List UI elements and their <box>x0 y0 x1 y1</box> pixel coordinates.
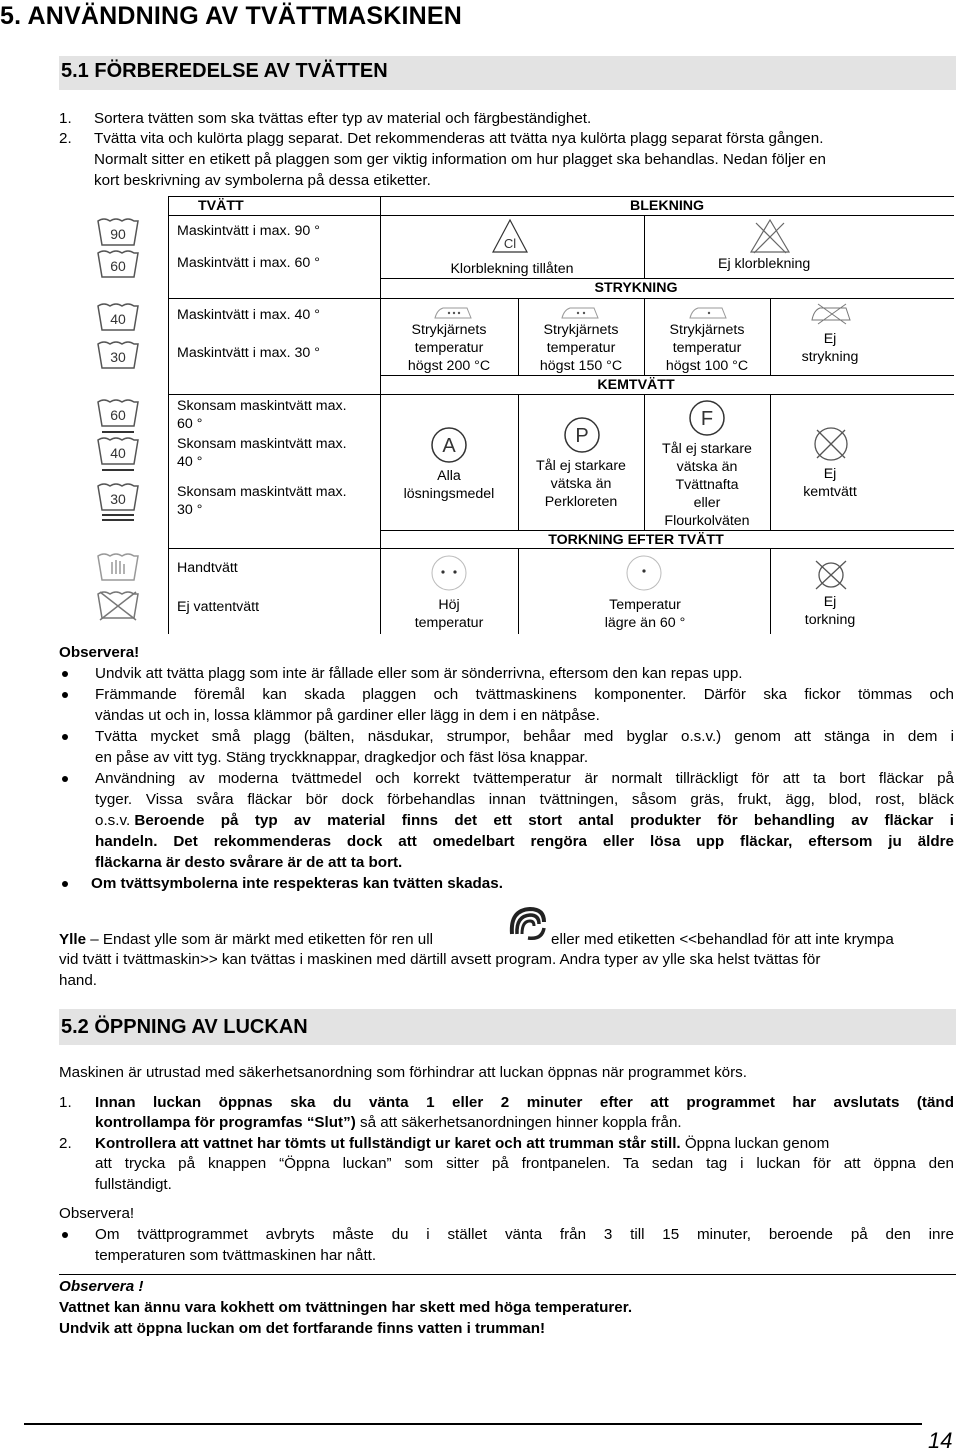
svg-text:F: F <box>700 408 714 430</box>
section-2-intro: Maskinen är utrustad med säkerhetsanordning som förhindrar att luckan öppnas när programmet körs. <box>59 1064 747 1081</box>
iron-header: STRYKNING <box>594 280 678 296</box>
dry-label <box>580 596 710 632</box>
dry-clean-text: Tål ej starkare <box>662 441 752 457</box>
no-tumble-dry-icon <box>810 558 852 592</box>
dry-clean-text: kemtvätt <box>803 484 857 500</box>
svg-text:90: 90 <box>110 226 126 242</box>
dry-text: torkning <box>804 612 856 628</box>
dry-text: Temperatur <box>609 597 681 613</box>
dry-clean-p-icon <box>562 415 602 455</box>
dry-clean-text: Flourkolväten <box>664 513 750 529</box>
bullet <box>62 734 68 740</box>
observe-bullet: vändas ut och in, lossa klämmor på gardiner eller lägg in dem i en nätpåse. <box>95 707 600 724</box>
no-dry-clean-icon <box>811 424 851 464</box>
iron-text: strykning <box>801 349 859 365</box>
list-item-text <box>95 1112 682 1133</box>
iron-icon <box>560 302 600 322</box>
dry-header: TORKNING EFTER TVÄTT <box>548 532 724 548</box>
iron-label <box>518 321 644 375</box>
iron-icon <box>688 302 728 322</box>
table-line <box>168 394 954 395</box>
wash-tub-icon <box>96 217 140 247</box>
wash-label: Maskintvätt i max. 40 ° <box>177 307 320 323</box>
svg-text:A: A <box>442 435 456 457</box>
observe-bullet: Användning av moderna tvättmedel och korrekt tvättemperatur är normalt tillräckligt för att ta bort fläckar på <box>95 770 954 787</box>
observe-text: o.s.v. <box>95 812 135 829</box>
section-2-title: 5.2 ÖPPNING AV LUCKAN <box>61 1016 308 1038</box>
wash-tub-icon <box>96 302 140 332</box>
dry-clean-text: Tvättnafta <box>675 477 739 493</box>
iron-text: Strykjärnets <box>543 322 619 338</box>
dry-label <box>770 593 890 629</box>
svg-text:Cl: Cl <box>503 236 517 251</box>
svg-text:60: 60 <box>110 258 126 274</box>
observe-bullet: Tvätta mycket små plagg (bälten, näsdukar, strumpor, behåar med byglar o.s.v.) genom att stänga in dem i <box>95 728 954 745</box>
page-heading: 5. ANVÄNDNING AV TVÄTTMASKINEN <box>0 2 463 30</box>
dry-clean-text: eller <box>693 495 721 511</box>
list-item-text: att trycka på knappen “Öppna luckan” som sitter på frontpanelen. Ta sedan tag i luckan för att öppna den <box>95 1155 954 1172</box>
observe-bullet: tyger. Vissa svåra fläckar bör dock förbehandlas innan tvättningen, såsom gräs, frukt, ägg, blod, rost, bläck <box>95 791 954 808</box>
observe-bullet: Undvik att tvätta plagg som inte är fållade eller som är sönderrivna, eftersom den kan repas upp. <box>95 665 743 682</box>
warning-box <box>59 1274 956 1339</box>
observe-bullet: temperaturen som tvättmaskinen har nått. <box>95 1247 377 1264</box>
warning-title: Observera ! <box>59 1278 144 1295</box>
dry-clean-f-icon <box>687 398 727 438</box>
dry-clean-text: Tål ej starkare <box>536 458 626 474</box>
observe-bullet: fläckarna är desto svårare är de att ta bort. <box>95 854 403 871</box>
wash-label: Skonsam maskintvätt max. <box>177 436 347 452</box>
bullet <box>62 1232 68 1238</box>
iron-label <box>770 330 890 366</box>
list-number: 1. <box>59 110 72 127</box>
dry-clean-text: lösningsmedel <box>403 486 495 502</box>
wool-line <box>59 929 433 950</box>
dry-text: lägre än 60 ° <box>604 615 686 631</box>
wash-label: Maskintvätt i max. 60 ° <box>177 255 320 271</box>
bullet <box>62 881 68 887</box>
dry-text: Höj <box>438 597 460 613</box>
observe-title: Observera! <box>59 644 140 661</box>
list-item-text: Sortera tvätten som ska tvättas efter typ av material och färgbeständighet. <box>94 110 592 127</box>
gentle-wash-icon <box>96 436 140 474</box>
wool-text: vid tvätt i tvättmaskin>> kan tvättas i maskinen med därtill avsett program. Andra typer av ylle ska helst tvättas för <box>59 951 821 968</box>
observe-title: Observera! <box>59 1205 135 1222</box>
dry-clean-label <box>518 457 644 511</box>
bleach-header: BLEKNING <box>629 198 705 214</box>
bullet <box>62 692 68 698</box>
list-item-text: kort beskrivning av symbolerna på dessa etiketter. <box>94 172 431 189</box>
svg-text:40: 40 <box>110 311 126 327</box>
observe-bullet: Främmande föremål kan skada plaggen och tvättmaskinens komponenter. Därför ska fickor tömmas och <box>95 686 954 703</box>
iron-text: Ej <box>823 331 837 347</box>
svg-text:30: 30 <box>110 349 126 365</box>
iron-label <box>380 321 518 375</box>
list-item-plain: så att säkerhetsanordningen hinner koppla från. <box>355 1114 682 1131</box>
observe-text: Beroende på typ av material finns det ett stort antal produkter för behandling av fläckar i <box>134 812 954 829</box>
observe-bullet <box>95 810 954 831</box>
list-item-text: Innan luckan öppnas ska du vänta 1 eller 2 minuter efter att programmet har avslutats (tänd <box>95 1094 954 1111</box>
dry-clean-text: Ej <box>823 466 837 482</box>
svg-text:P: P <box>575 425 589 447</box>
gentle-wash-icon <box>96 398 140 436</box>
list-item-text: Normalt sitter en etikett på plaggen som ger viktig information om hur plagget ska behandlas. Nedan följer en <box>94 151 826 168</box>
dry-clean-label <box>644 440 770 530</box>
table-line <box>168 196 169 634</box>
wash-label: 40 ° <box>177 454 203 470</box>
wash-label: Ej vattentvätt <box>177 599 260 615</box>
observe-bullet: Om tvättprogrammet avbryts måste du i stället vänta från 3 till 15 minuter, beroende på den inre <box>95 1226 954 1243</box>
tumble-dry-high-icon <box>429 553 469 593</box>
table-line <box>380 215 954 216</box>
no-wash-icon <box>96 590 140 622</box>
dry-clean-text: Perkloreten <box>544 494 618 510</box>
iron-text: högst 100 °C <box>665 358 749 374</box>
table-line <box>644 215 645 278</box>
svg-text:60: 60 <box>110 407 126 423</box>
list-item-plain: Öppna luckan genom <box>680 1135 830 1152</box>
wash-label: 30 ° <box>177 502 203 518</box>
observe-bullet: en påse av vitt tyg. Stäng tryckknappar, dragkedjor och fäst lösa knappar. <box>95 749 589 766</box>
wash-tub-icon <box>96 340 140 370</box>
dry-label <box>380 596 518 632</box>
wool-text: eller med etiketten <<behandlad för att inte krympa <box>551 931 894 948</box>
wash-label: Maskintvätt i max. 90 ° <box>177 223 320 239</box>
bleach-label: Klorblekning tillåten <box>450 261 574 277</box>
dry-clean-a-icon <box>429 425 469 465</box>
dry-text: temperatur <box>414 615 484 631</box>
iron-text: temperatur <box>414 340 484 356</box>
list-item-text: Tvätta vita och kulörta plagg separat. Det rekommenderas att tvätta nya kulörta plagg separat första gången. <box>94 130 824 147</box>
no-bleach-icon <box>748 217 792 255</box>
iron-text: temperatur <box>672 340 742 356</box>
wash-label: Maskintvätt i max. 30 ° <box>177 345 320 361</box>
warning-text: Undvik att öppna luckan om det fortfarande finns vatten i trumman! <box>59 1320 546 1337</box>
page-number: 14 <box>928 1428 953 1453</box>
dry-clean-text: vätska än <box>550 476 612 492</box>
iron-text: högst 200 °C <box>407 358 491 374</box>
list-number: 2. <box>59 130 72 147</box>
dry-clean-header: KEMTVÄTT <box>597 377 675 393</box>
wash-label: Handtvätt <box>177 560 238 576</box>
gentle-wash-icon <box>96 482 140 522</box>
dry-clean-label <box>380 467 518 503</box>
table-line <box>168 298 954 299</box>
list-item-bold: Kontrollera att vattnet har tömts ut fullständigt ur karet och att trumman står still. <box>95 1135 681 1152</box>
table-line <box>770 394 771 530</box>
iron-text: Strykjärnets <box>669 322 745 338</box>
tumble-dry-low-icon <box>624 553 664 593</box>
wool-mark-icon <box>506 904 548 942</box>
table-line <box>168 215 380 216</box>
wash-tub-icon <box>96 249 140 279</box>
observe-bullet: Om tvättsymbolerna inte respekteras kan tvätten skadas. <box>91 875 503 892</box>
footer-rule <box>24 1423 922 1425</box>
wash-header: TVÄTT <box>198 198 244 214</box>
dry-clean-text: Alla <box>437 468 461 484</box>
wash-label: Skonsam maskintvätt max. <box>177 484 347 500</box>
wool-text: hand. <box>59 972 98 989</box>
iron-icon <box>433 302 473 322</box>
bullet <box>62 776 68 782</box>
list-number: 2. <box>59 1135 72 1152</box>
hand-wash-icon <box>96 552 140 582</box>
observe-bullet: handeln. Det rekommenderas dock att omedelbart rengöra eller lösa upp fläckar, eftersom ju äldre <box>95 833 954 850</box>
svg-text:30: 30 <box>110 491 126 507</box>
warning-text: Vattnet kan ännu vara kokhett om tvättningen har skett med höga temperaturer. <box>59 1299 633 1316</box>
iron-label <box>644 321 770 375</box>
chlorine-bleach-icon <box>490 217 530 257</box>
list-item-bold: kontrollampa för programfas “Slut”) <box>95 1114 356 1131</box>
bleach-label: Ej klorblekning <box>718 256 811 272</box>
list-number: 1. <box>59 1094 72 1111</box>
wool-label: Ylle <box>59 931 87 948</box>
no-iron-icon <box>810 302 852 326</box>
dry-clean-label <box>770 465 890 501</box>
section-1-title: 5.1 FÖRBEREDELSE AV TVÄTTEN <box>61 60 388 82</box>
svg-text:40: 40 <box>110 445 126 461</box>
wash-label: 60 ° <box>177 416 203 432</box>
dry-clean-text: vätska än <box>676 459 738 475</box>
iron-text: temperatur <box>546 340 616 356</box>
iron-text: högst 150 °C <box>539 358 623 374</box>
list-item-text: fullständigt. <box>95 1176 172 1193</box>
iron-text: Strykjärnets <box>411 322 487 338</box>
wool-text: – Endast ylle som är märkt med etiketten för ren ull <box>86 931 433 948</box>
table-line <box>518 548 519 634</box>
wash-label: Skonsam maskintvätt max. <box>177 398 347 414</box>
bullet <box>62 671 68 677</box>
dry-text: Ej <box>823 594 837 610</box>
list-item-text <box>95 1133 829 1154</box>
